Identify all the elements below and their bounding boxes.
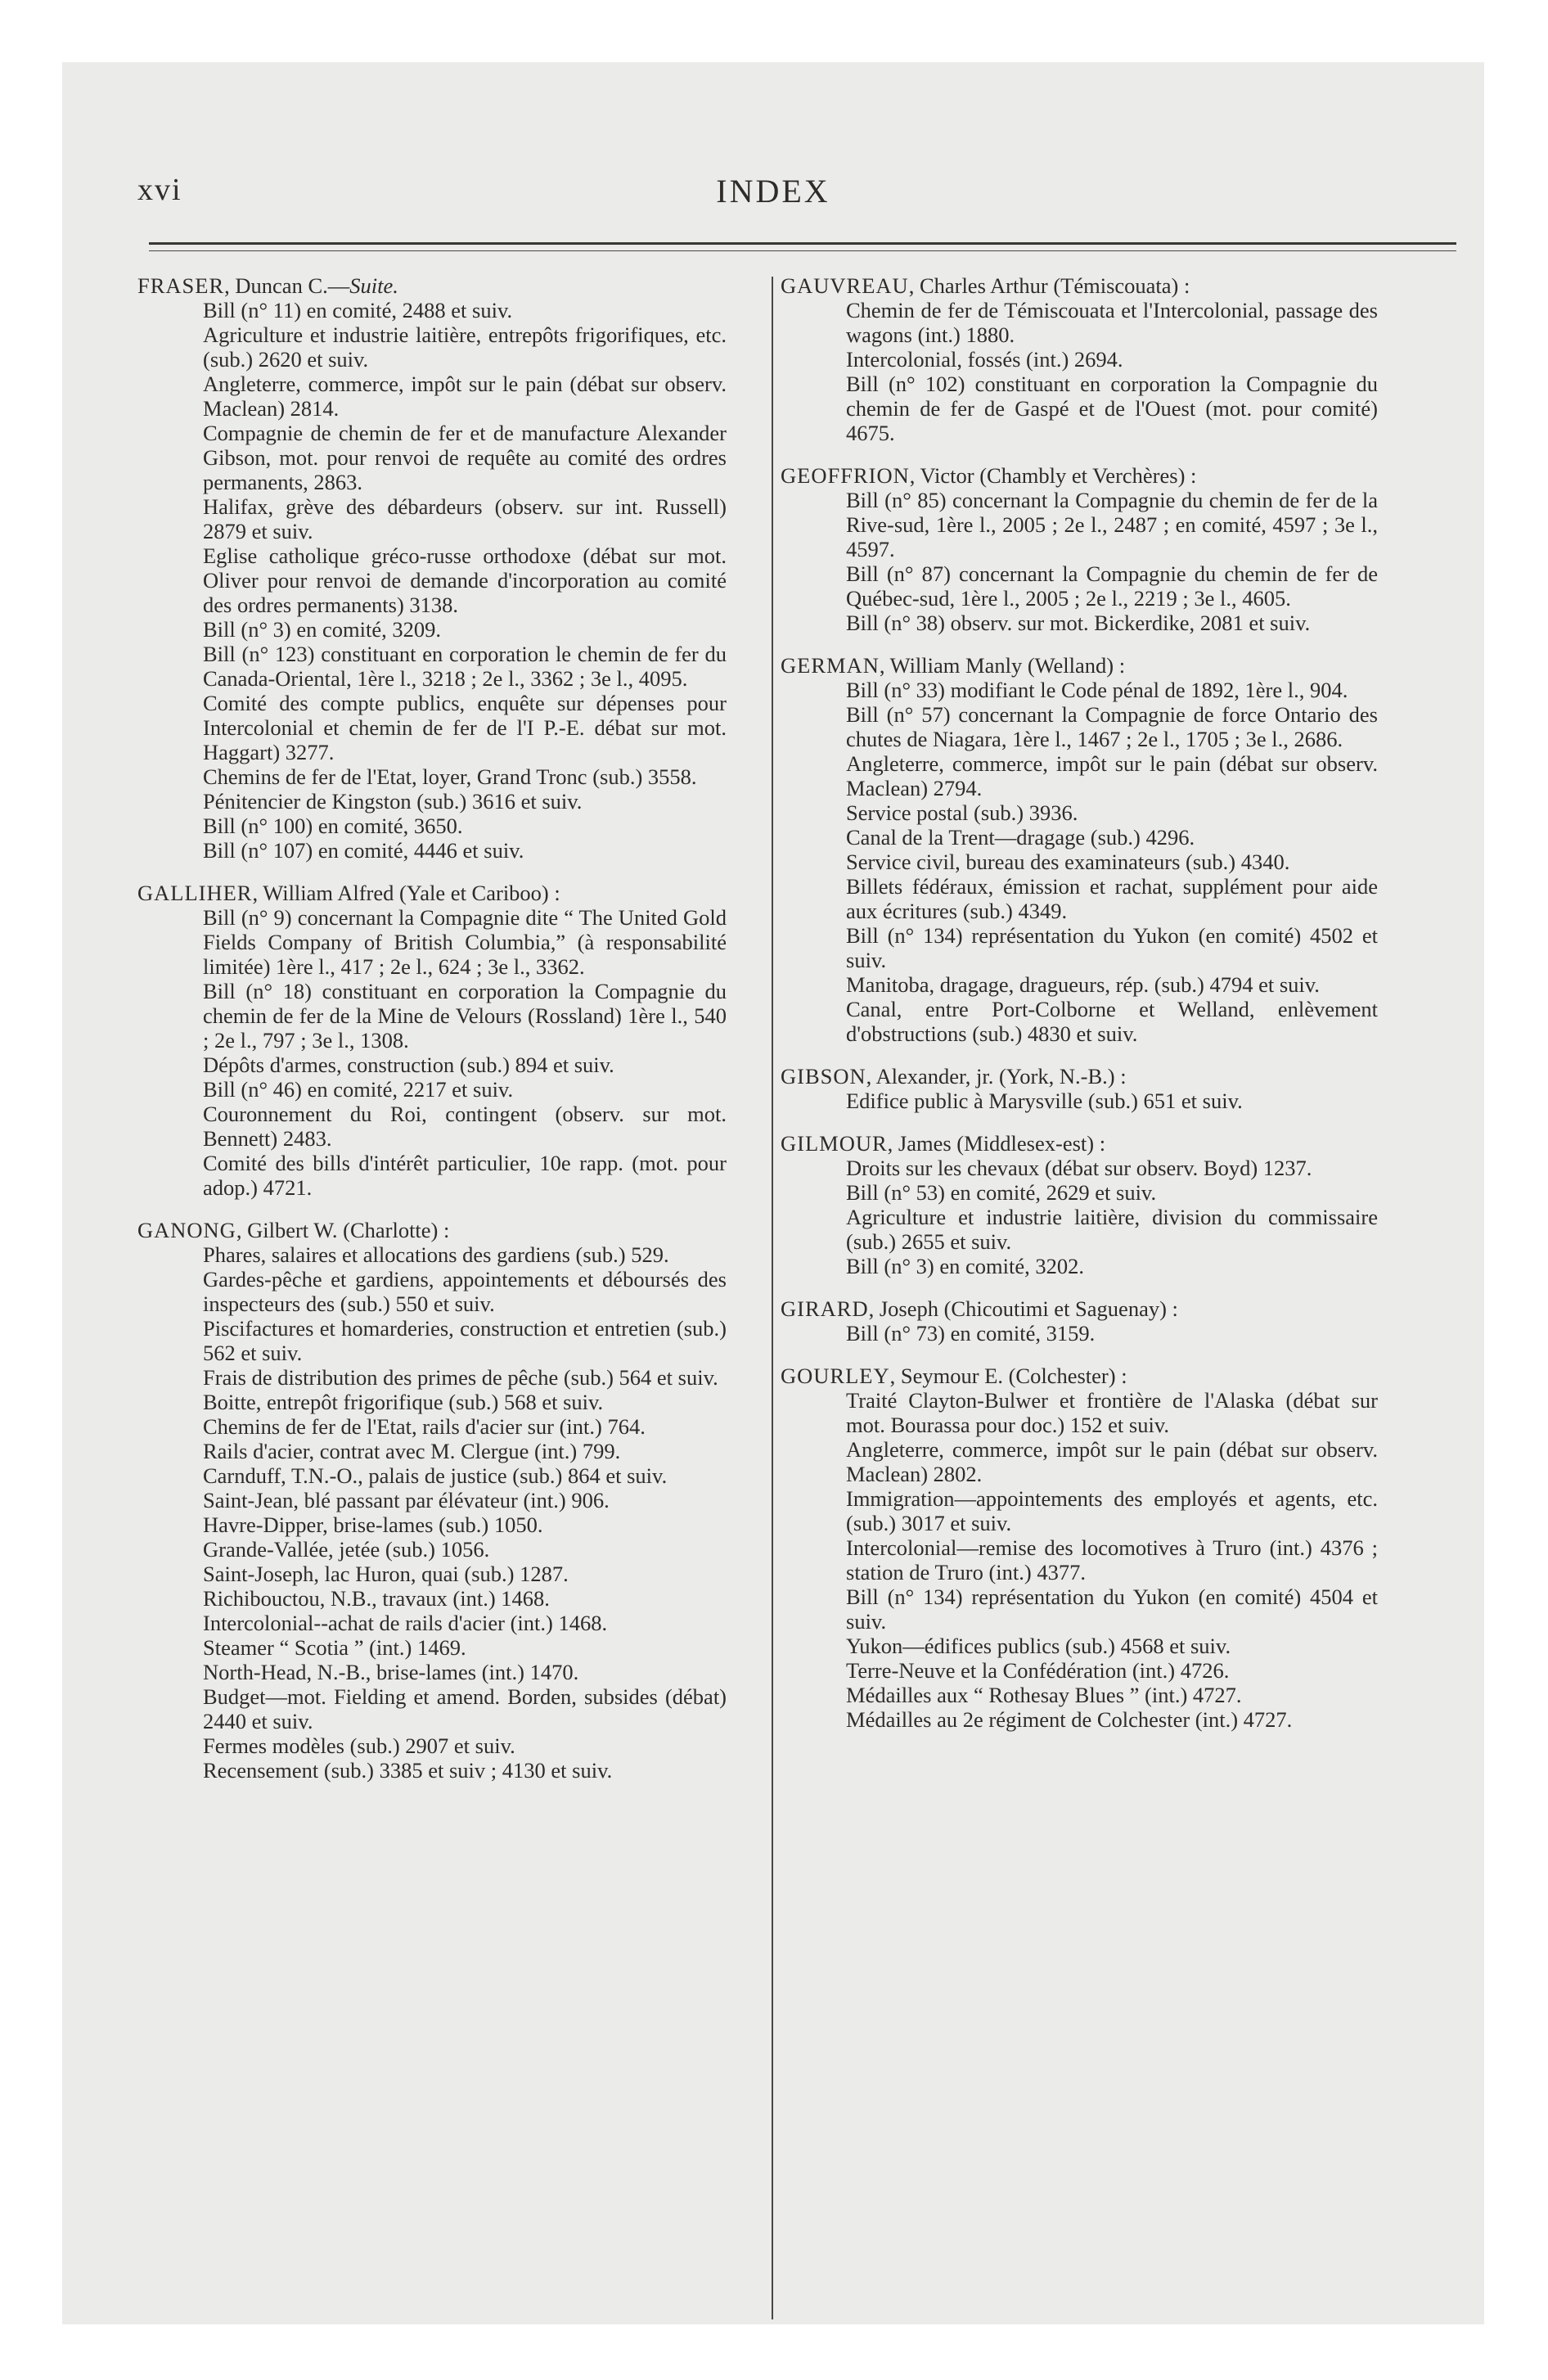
index-entry [137, 1218, 727, 1783]
entry-name-rest: , Seymour E. (Colchester) : [889, 1364, 1127, 1388]
entry-subitem: Frais de distribution des primes de pêche (sub.) 564 et suiv. [203, 1365, 718, 1390]
entry-subitem: Boitte, entrepôt frigorifique (sub.) 568 et suiv. [203, 1390, 604, 1414]
entry-subitem: Bill (n° 11) en comité, 2488 et suiv. [203, 298, 513, 322]
entry-subitem: Chemin de fer de Témiscouata et l'Intercolonial, passage des wagons (int.) 1880. [846, 298, 1378, 347]
entry-subitem: Médailles aux “ Rothesay Blues ” (int.) 4727. [846, 1683, 1242, 1707]
entry-subitem: Edifice public à Marysville (sub.) 651 et suiv. [846, 1089, 1243, 1113]
entry-subitem: Agriculture et industrie laitière, division du commissaire (sub.) 2655 et suiv. [846, 1205, 1378, 1254]
entry-heading [781, 1296, 1378, 1321]
entry-subitem: Chemins de fer de l'Etat, rails d'acier sur (int.) 764. [203, 1414, 646, 1439]
entry-subitem: Comité des bills d'intérêt particulier, 10e rapp. (mot. pour adop.) 4721. [203, 1151, 727, 1200]
entry-name: GEOFFRION [781, 463, 910, 488]
entry-subitem: Droits sur les chevaux (débat sur observ. Boyd) 1237. [846, 1156, 1312, 1180]
entry-name: GILMOUR [781, 1131, 888, 1156]
header-rule-thick [149, 242, 1456, 245]
entry-name: GAUVREAU [781, 273, 909, 298]
entry-name: GALLIHER [137, 881, 253, 905]
index-entry [781, 1064, 1378, 1113]
index-entry [781, 653, 1378, 1046]
entry-subitem: Bill (n° 33) modifiant le Code pénal de 1892, 1ère l., 904. [846, 678, 1348, 702]
entry-subitem: Bill (n° 9) concernant la Compagnie dite “ The United Gold Fields Company of British Columbia,” (à responsabilité limitée) 1ère l., 417 ; 2e l., 624 ; 3e l., 3362. [203, 905, 727, 979]
entry-subitem: Havre-Dipper, brise-lames (sub.) 1050. [203, 1512, 543, 1537]
entry-name-rest: , Gilbert W. (Charlotte) : [236, 1218, 450, 1242]
entry-subitem: Bill (n° 85) concernant la Compagnie du chemin de fer de la Rive-sud, 1ère l., 2005 ; 2e l., 2487 ; en comité, 4597 ; 3e l., 4597. [846, 488, 1378, 561]
entry-name-rest: , Duncan C.— [224, 273, 350, 298]
entry-subitem: Intercolonial—remise des locomotives à Truro (int.) 4376 ; station de Truro (int.) 4377. [846, 1535, 1378, 1584]
index-entry [781, 1296, 1378, 1346]
entry-subitem: Bill (n° 100) en comité, 3650. [203, 814, 463, 838]
entry-name: GANONG [137, 1218, 236, 1242]
entry-subitem: Budget—mot. Fielding et amend. Borden, subsides (débat) 2440 et suiv. [203, 1684, 727, 1733]
entry-subitem: Richibouctou, N.B., travaux (int.) 1468. [203, 1586, 550, 1611]
column-divider [772, 277, 773, 2319]
entry-subitem: Traité Clayton-Bulwer et frontière de l'Alaska (débat sur mot. Bourassa pour doc.) 152 et suiv. [846, 1388, 1378, 1437]
entry-subitem: Compagnie de chemin de fer et de manufacture Alexander Gibson, mot. pour renvoi de requête au comité des ordres permanents, 2863. [203, 421, 727, 494]
header-rule-thin [149, 250, 1456, 251]
entry-subitem: Rails d'acier, contrat avec M. Clergue (int.) 799. [203, 1439, 621, 1463]
entry-subitem: Terre-Neuve et la Confédération (int.) 4726. [846, 1658, 1230, 1683]
entry-subitem: Couronnement du Roi, contingent (observ. sur mot. Bennett) 2483. [203, 1102, 727, 1151]
entry-subitem: Eglise catholique gréco-russe orthodoxe (débat sur mot. Oliver pour renvoi de demande d'incorporation au comité des ordres permanents) 3138. [203, 543, 727, 617]
entry-subitem: Bill (n° 57) concernant la Compagnie de force Ontario des chutes de Niagara, 1ère l., 1467 ; 2e l., 1705 ; 3e l., 2686. [846, 702, 1378, 751]
entry-name: GERMAN [781, 653, 880, 678]
entry-subitem: Manitoba, dragage, dragueurs, rép. (sub.) 4794 et suiv. [846, 972, 1320, 997]
entry-subitem: Halifax, grève des débardeurs (observ. sur int. Russell) 2879 et suiv. [203, 494, 727, 543]
entry-subitem: Carnduff, T.N.-O., palais de justice (sub.) 864 et suiv. [203, 1463, 668, 1488]
entry-subitem: Bill (n° 123) constituant en corporation le chemin de fer du Canada-Oriental, 1ère l., 3218 ; 2e l., 3362 ; 3e l., 4095. [203, 642, 727, 691]
entry-heading [137, 273, 727, 298]
entry-subitem: Bill (n° 53) en comité, 2629 et suiv. [846, 1180, 1157, 1205]
index-entry [781, 1364, 1378, 1732]
left-column [137, 273, 727, 1801]
entry-subitem: Bill (n° 3) en comité, 3209. [203, 617, 442, 642]
entry-subitem: Comité des compte publics, enquête sur dépenses pour Intercolonial et chemin de fer de l'I P.-E. débat sur mot. Haggart) 3277. [203, 691, 727, 764]
entry-subitem: Bill (n° 46) en comité, 2217 et suiv. [203, 1077, 514, 1102]
entry-heading [781, 1364, 1378, 1388]
entry-subitem: Canal, entre Port-Colborne et Welland, enlèvement d'obstructions (sub.) 4830 et suiv. [846, 997, 1378, 1046]
entry-subitem: Pénitencier de Kingston (sub.) 3616 et suiv. [203, 789, 583, 814]
entry-subitem: Chemins de fer de l'Etat, loyer, Grand Tronc (sub.) 3558. [203, 764, 697, 789]
entry-name-rest: , James (Middlesex-est) : [887, 1131, 1106, 1156]
entry-subitem: Bill (n° 3) en comité, 3202. [846, 1254, 1085, 1278]
entry-heading [781, 653, 1378, 678]
entry-name-rest: , Alexander, jr. (York, N.-B.) : [866, 1064, 1127, 1089]
entry-subitem: Fermes modèles (sub.) 2907 et suiv. [203, 1733, 515, 1758]
entry-heading [137, 1218, 727, 1242]
entry-heading [781, 273, 1378, 298]
entry-subitem: Bill (n° 107) en comité, 4446 et suiv. [203, 838, 524, 863]
entry-subitem: Yukon—édifices publics (sub.) 4568 et suiv. [846, 1634, 1231, 1658]
entry-name: GIRARD [781, 1296, 869, 1321]
entry-subitem: Bill (n° 73) en comité, 3159. [846, 1321, 1096, 1346]
page-number: xvi [137, 173, 182, 207]
entry-heading [781, 1131, 1378, 1156]
entry-subitem: Billets fédéraux, émission et rachat, supplément pour aide aux écritures (sub.) 4349. [846, 874, 1378, 923]
entry-suite: Suite. [349, 273, 398, 298]
entry-subitem: Dépôts d'armes, construction (sub.) 894 et suiv. [203, 1053, 614, 1077]
index-entry [781, 463, 1378, 635]
entry-subitem: Gardes-pêche et gardiens, appointements et déboursés des inspecteurs des (sub.) 550 et suiv. [203, 1267, 727, 1316]
entry-subitem: Bill (n° 87) concernant la Compagnie du chemin de fer de Québec-sud, 1ère l., 2005 ; 2e l., 2219 ; 3e l., 4605. [846, 561, 1378, 611]
entry-subitem: Agriculture et industrie laitière, entrepôts frigorifiques, etc. (sub.) 2620 et suiv. [203, 322, 727, 372]
entry-subitem: Steamer “ Scotia ” (int.) 1469. [203, 1635, 466, 1660]
entry-subitem: Intercolonial, fossés (int.) 2694. [846, 347, 1123, 372]
entry-heading [781, 463, 1378, 488]
entry-subitem: Bill (n° 134) représentation du Yukon (en comité) 4502 et suiv. [846, 923, 1378, 972]
entry-subitem: Grande-Vallée, jetée (sub.) 1056. [203, 1537, 490, 1562]
entry-subitem: Recensement (sub.) 3385 et suiv ; 4130 et suiv. [203, 1758, 613, 1783]
entry-name-rest: , William Manly (Welland) : [879, 653, 1126, 678]
entry-subitem: Service postal (sub.) 3936. [846, 800, 1078, 825]
right-column [781, 273, 1378, 1750]
page-title: INDEX [716, 173, 830, 210]
entry-name-rest: , Joseph (Chicoutimi et Saguenay) : [868, 1296, 1178, 1321]
entry-subitem: Saint-Jean, blé passant par élévateur (int.) 906. [203, 1488, 610, 1512]
entry-subitem: Canal de la Trent—dragage (sub.) 4296. [846, 825, 1195, 850]
entry-name-rest: , Victor (Chambly et Verchères) : [909, 463, 1197, 488]
entry-name: GIBSON [781, 1064, 866, 1089]
entry-subitem: Piscifactures et homarderies, construction et entretien (sub.) 562 et suiv. [203, 1316, 727, 1365]
entry-subitem: Immigration—appointements des employés et agents, etc. (sub.) 3017 et suiv. [846, 1486, 1378, 1535]
entry-subitem: Médailles au 2e régiment de Colchester (int.) 4727. [846, 1707, 1293, 1732]
entry-subitem: North-Head, N.-B., brise-lames (int.) 1470. [203, 1660, 579, 1684]
entry-subitem: Angleterre, commerce, impôt sur le pain (débat sur observ. Maclean) 2794. [846, 751, 1378, 800]
entry-subitem: Bill (n° 38) observ. sur mot. Bickerdike, 2081 et suiv. [846, 611, 1311, 635]
index-entry [781, 273, 1378, 445]
entry-subitem: Bill (n° 134) représentation du Yukon (en comité) 4504 et suiv. [846, 1584, 1378, 1634]
entry-name-rest: , Charles Arthur (Témiscouata) : [908, 273, 1190, 298]
scanned-page [62, 62, 1484, 2324]
entry-subitem: Bill (n° 102) constituant en corporation la Compagnie du chemin de fer de Gaspé et de l'Ouest (mot. pour comité) 4675. [846, 372, 1378, 445]
entry-subitem: Intercolonial--achat de rails d'acier (int.) 1468. [203, 1611, 608, 1635]
entry-subitem: Service civil, bureau des examinateurs (sub.) 4340. [846, 850, 1290, 874]
entry-heading [137, 881, 727, 905]
index-entry [137, 273, 727, 863]
entry-subitem: Saint-Joseph, lac Huron, quai (sub.) 1287. [203, 1562, 569, 1586]
entry-name: GOURLEY [781, 1364, 890, 1388]
entry-subitem: Phares, salaires et allocations des gardiens (sub.) 529. [203, 1242, 669, 1267]
entry-heading [781, 1064, 1378, 1089]
index-entry [781, 1131, 1378, 1278]
entry-subitem: Bill (n° 18) constituant en corporation la Compagnie du chemin de fer de la Mine de Velours (Rossland) 1ère l., 540 ; 2e l., 797 ; 3e l., 1308. [203, 979, 727, 1053]
entry-name: FRASER [137, 273, 225, 298]
index-entry [137, 881, 727, 1200]
entry-subitem: Angleterre, commerce, impôt sur le pain (débat sur observ. Maclean) 2802. [846, 1437, 1378, 1486]
entry-name-rest: , William Alfred (Yale et Cariboo) : [252, 881, 560, 905]
entry-subitem: Angleterre, commerce, impôt sur le pain (débat sur observ. Maclean) 2814. [203, 372, 727, 421]
